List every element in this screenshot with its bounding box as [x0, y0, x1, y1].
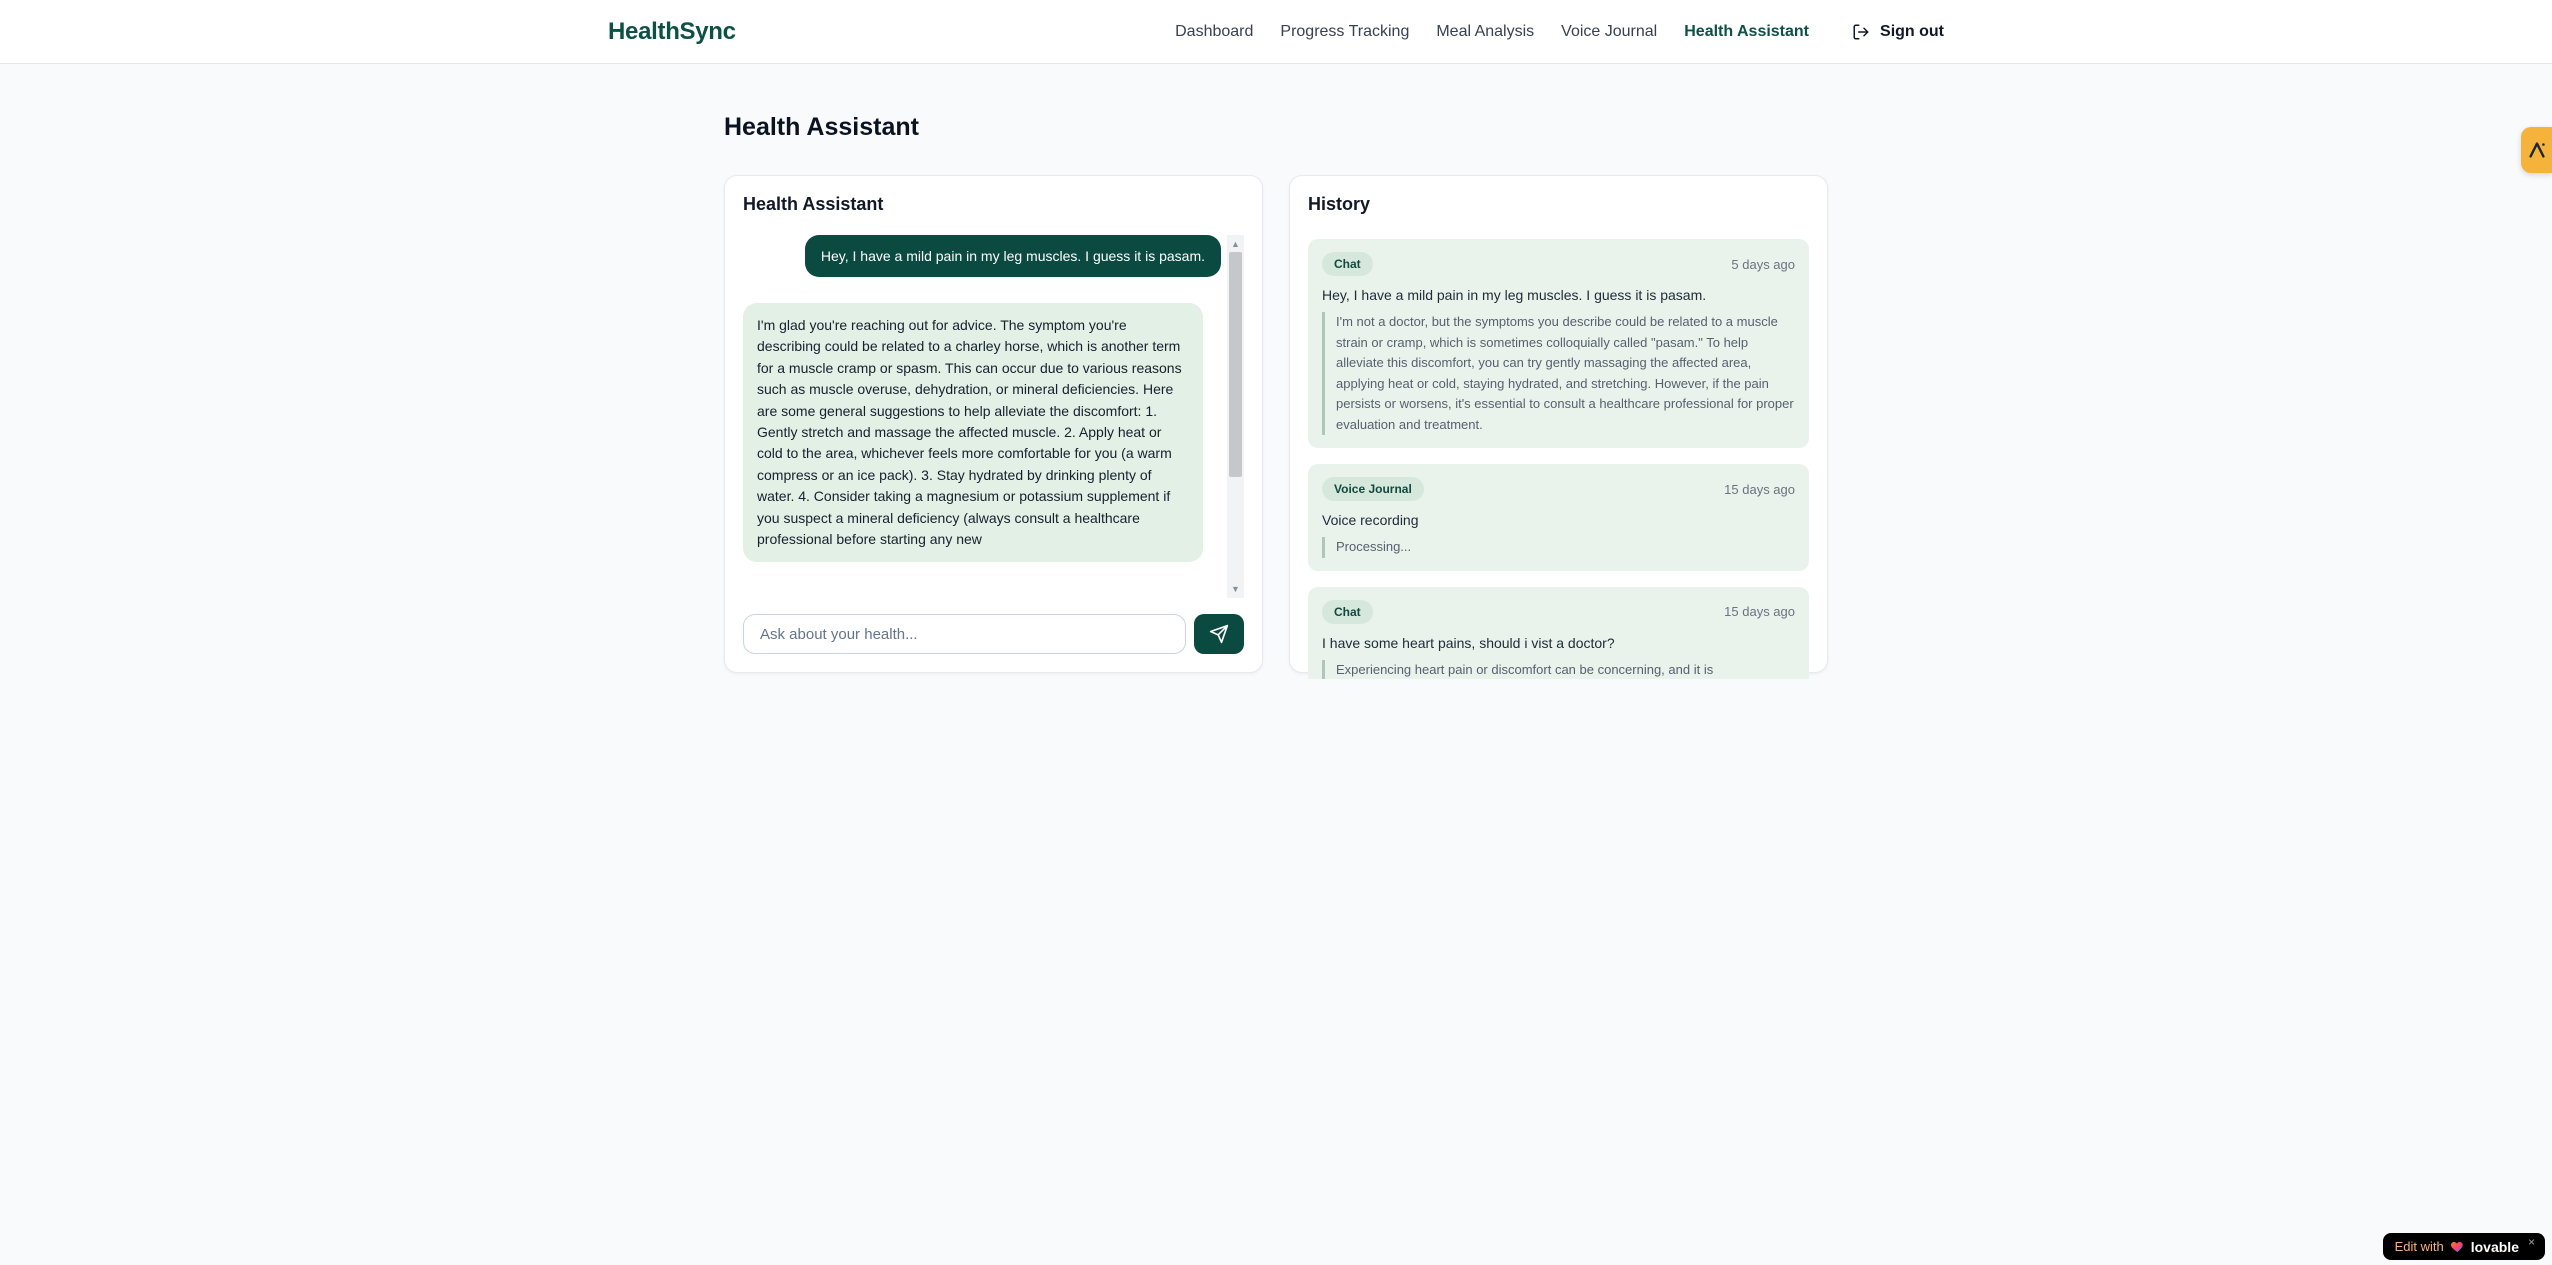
- lovable-label: lovable: [2470, 1238, 2519, 1255]
- entry-message: Voice recording: [1322, 512, 1419, 528]
- logout-icon: [1852, 23, 1870, 41]
- nav-item-health-assistant[interactable]: Health Assistant: [1684, 22, 1810, 40]
- entry-header: [1322, 252, 1795, 276]
- app-logo[interactable]: HealthSync: [608, 17, 736, 45]
- lovable-corner-badge[interactable]: [2521, 127, 2552, 173]
- chat-input[interactable]: [743, 614, 1186, 654]
- nav-item-voice-journal[interactable]: Voice Journal: [1561, 22, 1658, 40]
- user-message-bubble: Hey, I have a mild pain in my leg muscles. I guess it is pasam.: [805, 235, 1221, 277]
- entry-timestamp: 5 days ago: [1731, 256, 1795, 272]
- chat-card-title: Health Assistant: [743, 194, 884, 214]
- history-entry[interactable]: [1308, 587, 1809, 679]
- entry-header: [1322, 477, 1795, 501]
- entry-type-badge: Chat: [1322, 252, 1373, 276]
- entry-response: Processing...: [1322, 537, 1795, 558]
- cards-row: [724, 175, 1828, 677]
- nav-item-progress-tracking[interactable]: Progress Tracking: [1280, 22, 1410, 40]
- heart-icon: [2450, 1239, 2465, 1254]
- page-title: Health Assistant: [724, 113, 919, 141]
- chat-scrollbar[interactable]: [1227, 235, 1244, 598]
- history-list: [1308, 239, 1809, 679]
- chat-messages: [743, 235, 1244, 562]
- main-content: [724, 64, 1828, 677]
- health-assistant-card: [724, 175, 1263, 673]
- entry-type-badge: Chat: [1322, 600, 1373, 624]
- edit-with-lovable-badge[interactable]: [2383, 1233, 2545, 1260]
- entry-timestamp: 15 days ago: [1724, 481, 1795, 497]
- entry-timestamp: 15 days ago: [1724, 604, 1795, 619]
- entry-response: I'm not a doctor, but the symptoms you describe could be related to a muscle strain or cramp, which is sometimes colloquially called "pasam." To help alleviate this discomfort, you can try gently massaging the affected area, applying heat or cold, staying hydrated, and stretching. However, if the pain persists or worsens, it's essential to consult a healthcare professional for proper evaluation and treatment.: [1322, 312, 1795, 435]
- send-button[interactable]: [1194, 614, 1244, 654]
- sign-out-button[interactable]: [1852, 23, 1944, 41]
- header-container: [608, 18, 1944, 46]
- sign-out-label: Sign out: [1880, 22, 1944, 40]
- lovable-corner-icon: [2526, 139, 2548, 161]
- chat-message-area[interactable]: [743, 235, 1244, 598]
- send-icon: [1209, 624, 1229, 644]
- assistant-message-bubble: I'm glad you're reaching out for advice. The symptom you're describing could be related to a charley horse, which is another term for a muscle cramp or spasm. This can occur due to various reasons such as muscle overuse, dehydration, or mineral deficiencies. Here are some general suggestions to help alleviate the discomfort: 1. Gently stretch and massage the affected muscle. 2. Apply heat or cold to the area, whichever feels more comfortable for you (a warm compress or an ice pack). 3. Stay hydrated by drinking plenty of water. 4. Consider taking a magnesium or potassium supplement if you suspect a mineral deficiency (always consult a healthcare professional before starting any new: [743, 303, 1203, 562]
- chat-scrollbar-thumb[interactable]: [1229, 252, 1242, 477]
- nav-item-meal-analysis[interactable]: Meal Analysis: [1436, 22, 1535, 40]
- main-nav: [1175, 23, 1944, 41]
- user-message-row: [743, 235, 1221, 277]
- entry-message: I have some heart pains, should i vist a doctor?: [1322, 634, 1615, 651]
- history-entry[interactable]: [1308, 239, 1809, 448]
- history-entry-clipped-wrapper: [1308, 587, 1809, 679]
- history-card-title: History: [1308, 194, 1371, 214]
- history-card: [1289, 175, 1828, 677]
- close-icon[interactable]: ×: [2527, 1234, 2535, 1249]
- entry-response: Experiencing heart pain or discomfort can be concerning, and it is: [1322, 660, 1795, 679]
- entry-message: Hey, I have a mild pain in my leg muscles. I guess it is pasam.: [1322, 287, 1707, 303]
- entry-header: [1322, 600, 1795, 624]
- edit-with-label: Edit with: [2394, 1239, 2444, 1254]
- scroll-down-icon[interactable]: ▼: [1231, 584, 1240, 594]
- scroll-up-icon[interactable]: ▲: [1231, 239, 1240, 249]
- history-entry[interactable]: [1308, 464, 1809, 571]
- entry-type-badge: Voice Journal: [1322, 477, 1424, 501]
- top-header: [0, 0, 2552, 64]
- chat-input-row: [743, 614, 1244, 654]
- nav-item-dashboard[interactable]: Dashboard: [1175, 22, 1254, 40]
